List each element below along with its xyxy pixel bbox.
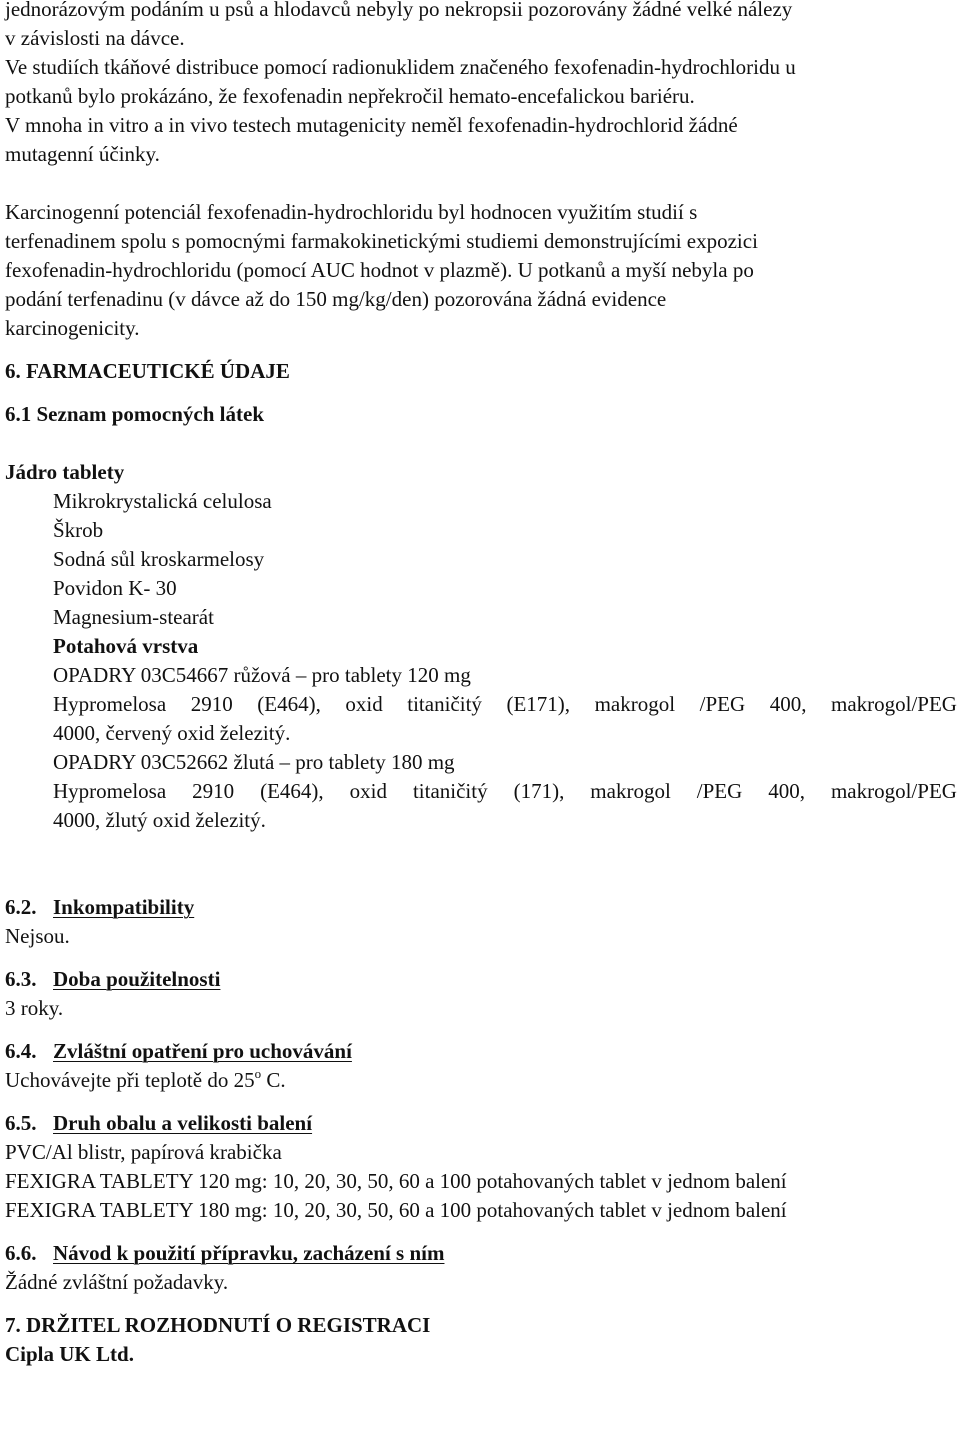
coat-1-name: OPADRY 03C54667 růžová – pro tablety 120 mg bbox=[53, 663, 471, 687]
word: (E464), bbox=[257, 692, 321, 716]
storage-unit: C. bbox=[261, 1068, 286, 1092]
text-line: podání terfenadinu (v dávce až do 150 mg/kg/den) pozorována žádná evidence bbox=[5, 287, 667, 311]
packaging-line: FEXIGRA TABLETY 120 mg: 10, 20, 30, 50, 60 a 100 potahovaných tablet v jednom balení bbox=[5, 1169, 787, 1193]
word: /PEG bbox=[696, 779, 743, 803]
list-item: Mikrokrystalická celulosa bbox=[53, 489, 272, 513]
text-line: V mnoha in vitro a in vivo testech mutagenicity neměl fexofenadin-hydrochlorid žádné bbox=[5, 113, 738, 137]
text-line: potkanů bylo prokázáno, že fexofenadin nepřekročil hemato-encefalickou bariéru. bbox=[5, 84, 695, 108]
paragraph-toxicity bbox=[5, 0, 957, 169]
text-line: fexofenadin-hydrochloridu (pomocí AUC hodnot v plazmě). U potkanů a myší nebyla po bbox=[5, 258, 754, 282]
coat-2-composition-line bbox=[53, 777, 957, 806]
word: makrogol bbox=[594, 692, 676, 716]
word: (171), bbox=[513, 779, 565, 803]
text-line: terfenadinem spolu s pomocnými farmakokinetickými studiemi demonstrujícími expozici bbox=[5, 229, 758, 253]
section-number: 6.5. bbox=[5, 1111, 37, 1135]
list-item: Sodná sůl kroskarmelosy bbox=[53, 547, 265, 571]
section-6-3-text: 3 roky. bbox=[5, 996, 64, 1020]
section-6-4-heading bbox=[5, 1037, 957, 1066]
text-line: karcinogenicity. bbox=[5, 316, 140, 340]
coat-1-composition-line bbox=[53, 690, 957, 719]
section-6-2-heading bbox=[5, 893, 957, 922]
degree-sign: o bbox=[254, 1066, 262, 1081]
text-line: Ve studiích tkáňové distribuce pomocí radionuklidem značeného fexofenadin-hydrochloridu u bbox=[5, 55, 796, 79]
word: oxid bbox=[349, 779, 387, 803]
word: 2910 bbox=[192, 779, 235, 803]
word: oxid bbox=[345, 692, 383, 716]
text-line: jednorázovým podáním u psů a hlodavců nebyly po nekropsii pozorovány žádné velké nálezy bbox=[5, 0, 793, 21]
list-item: Škrob bbox=[53, 518, 104, 542]
section-title: Návod k použití přípravku, zacházení s ním bbox=[53, 1241, 445, 1265]
section-6-4-text bbox=[5, 1066, 957, 1095]
word: /PEG bbox=[699, 692, 746, 716]
coat-1-composition-end: 4000, červený oxid železitý. bbox=[53, 721, 291, 745]
word: makrogol/PEG bbox=[830, 779, 957, 803]
section-6-6-text: Žádné zvláštní požadavky. bbox=[5, 1270, 229, 1294]
word: makrogol bbox=[590, 779, 671, 803]
section-6-2-text: Nejsou. bbox=[5, 924, 70, 948]
section-6-5-heading bbox=[5, 1109, 957, 1138]
section-number: 6.3. bbox=[5, 967, 37, 991]
section-number: 6.6. bbox=[5, 1241, 37, 1265]
coat-2-name: OPADRY 03C52662 žlutá – pro tablety 180 mg bbox=[53, 750, 455, 774]
section-number: 6.2. bbox=[5, 895, 37, 919]
document-page bbox=[5, 0, 957, 1369]
word: titaničitý bbox=[412, 779, 488, 803]
section-title: Zvláštní opatření pro uchovávání bbox=[53, 1039, 352, 1063]
registration-holder: Cipla UK Ltd. bbox=[5, 1342, 134, 1366]
text-line: v závislosti na dávce. bbox=[5, 26, 185, 50]
word: titaničitý bbox=[407, 692, 482, 716]
section-number: 6.4. bbox=[5, 1039, 37, 1063]
storage-text: Uchovávejte při teplotě do 25 bbox=[5, 1068, 255, 1092]
list-item: Magnesium-stearát bbox=[53, 605, 214, 629]
packaging-line: FEXIGRA TABLETY 180 mg: 10, 20, 30, 50, 60 a 100 potahovaných tablet v jednom balení bbox=[5, 1198, 787, 1222]
word: makrogol/PEG bbox=[830, 692, 957, 716]
packaging-line: PVC/Al blistr, papírová krabička bbox=[5, 1140, 282, 1164]
section-title: Doba použitelnosti bbox=[53, 967, 221, 991]
word: (E464), bbox=[260, 779, 324, 803]
section-6-1-heading: 6.1 Seznam pomocných látek bbox=[5, 402, 264, 426]
word: Hypromelosa bbox=[53, 779, 167, 803]
word: 400, bbox=[768, 779, 805, 803]
word: 2910 bbox=[190, 692, 233, 716]
core-list bbox=[5, 487, 957, 835]
section-title: Druh obalu a velikosti balení bbox=[53, 1111, 313, 1135]
paragraph-carcinogenicity bbox=[5, 198, 957, 343]
section-6-3-heading bbox=[5, 965, 957, 994]
coat-2-composition-end: 4000, žlutý oxid železitý. bbox=[53, 808, 266, 832]
section-7-heading: 7. DRŽITEL ROZHODNUTÍ O REGISTRACI bbox=[5, 1313, 431, 1337]
word: Hypromelosa bbox=[53, 692, 167, 716]
text-line: Karcinogenní potenciál fexofenadin-hydrochloridu byl hodnocen využitím studií s bbox=[5, 200, 698, 224]
word: 400, bbox=[769, 692, 807, 716]
word: (E171), bbox=[506, 692, 571, 716]
section-6-heading: 6. FARMACEUTICKÉ ÚDAJE bbox=[5, 359, 290, 383]
core-heading: Jádro tablety bbox=[5, 460, 125, 484]
section-title: Inkompatibility bbox=[53, 895, 195, 919]
coat-heading: Potahová vrstva bbox=[53, 634, 199, 658]
text-line: mutagenní účinky. bbox=[5, 142, 160, 166]
section-6-6-heading bbox=[5, 1239, 957, 1268]
list-item: Povidon K- 30 bbox=[53, 576, 177, 600]
